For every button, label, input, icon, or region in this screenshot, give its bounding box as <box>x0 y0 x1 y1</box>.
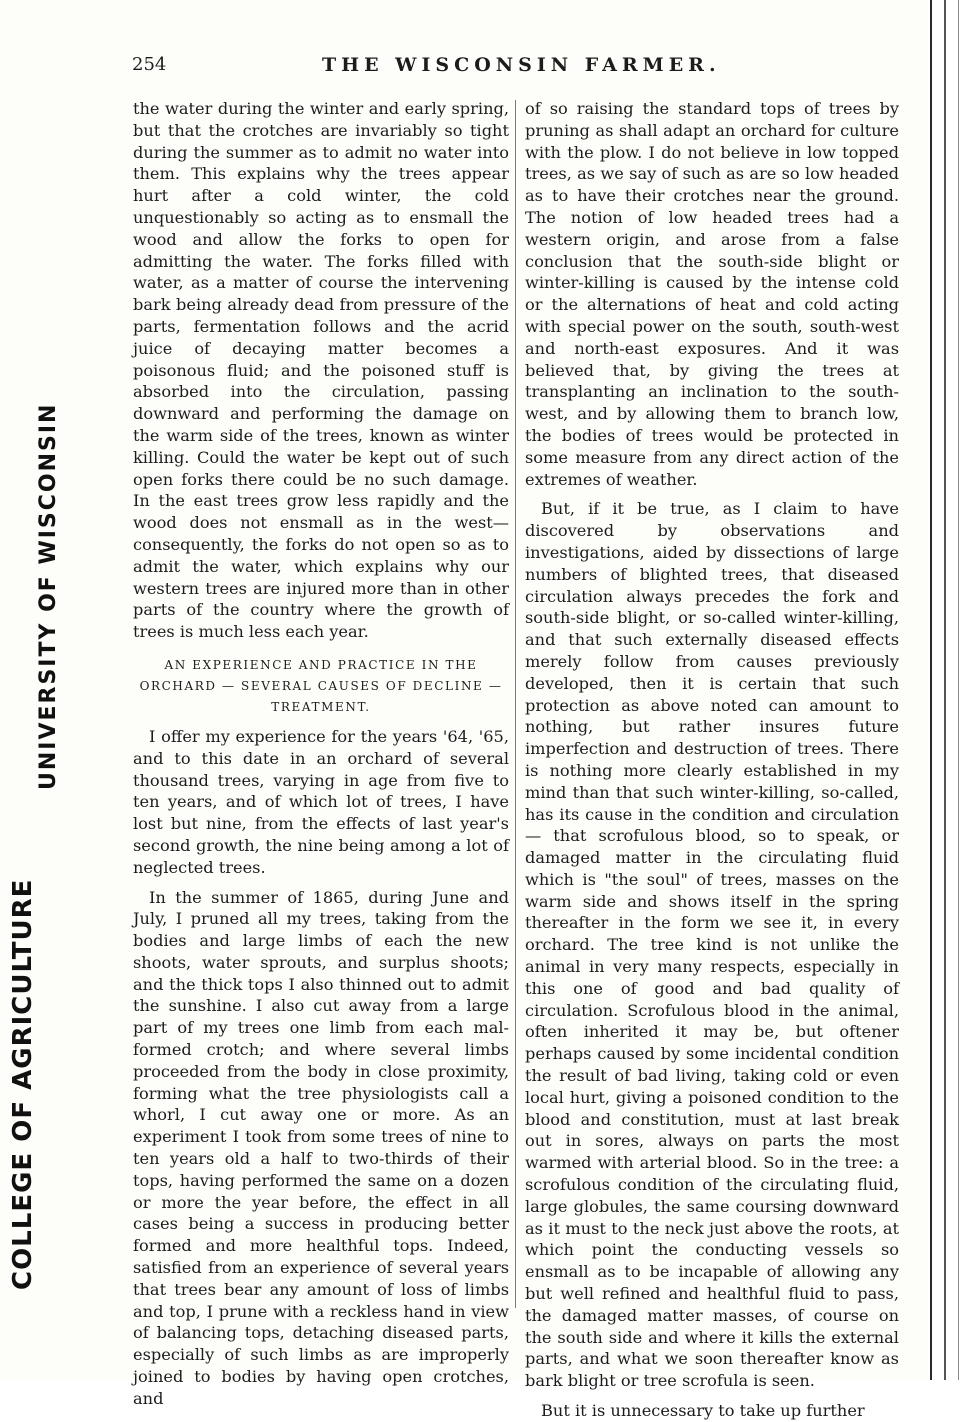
column-divider <box>515 100 516 1308</box>
article-heading: AN EXPERIENCE AND PRACTICE IN THE ORCHARD — SEVERAL CAUSES OF DECLINE — TREATMENT. <box>139 657 503 714</box>
right-paragraph-3: But it is unnecessary to take up further <box>541 1401 865 1421</box>
left-paragraph-2: I offer my experience for the years '64, '65, and to this date in an orchard of several thousand trees, varying in age from five to ten years, and of which lot of trees, I have lost but nine, from the effects of last year's second growth, the nine being among a lot of neglected trees. <box>133 726 509 877</box>
page-number: 254 <box>132 54 167 75</box>
right-column <box>525 98 899 1422</box>
stamp-line-2: UNIVERSITY OF WISCONSIN <box>36 402 61 790</box>
left-column <box>133 98 509 1410</box>
page-edge <box>944 0 946 1380</box>
page-edge <box>930 0 932 1380</box>
stamp-line-1: COLLEGE OF AGRICULTURE <box>8 878 38 1290</box>
right-paragraph-2: But, if it be true, as I claim to have discovered by observations and investigations, aided by dissections of large numbers of blighted trees, that diseased circulation always precedes the fork and south-side blight, or so-called winter-killing, and that such externally diseased effects merely follow from causes previously developed, then it is certain that such protection as above noted can amount to nothing, but rather insures future imperfection and destruction of trees. There is nothing more clearly established in my mind than that such winter-killing, so-called, has its cause in the condition and circulation — that scrofulous blood, so to speak, or damaged matter in the circulating fluid which is "the soul" of trees, masses on the warm side and shows itself in the spring thereafter in the form we see it, in every orchard. The tree kind is not unlike the animal in very many respects, especially in this one of good and bad quality of circulation. Scrofulous blood in the animal, often inherited it may be, but oftener perhaps caused by some incidental condition the result of bad living, taking cold or even local hurt, giving a poisoned condition to the blood and constitution, must at last break out in sores, always on parts the most warmed with arterial blood. So in the tree: a scrofulous condition of the circulating fluid, large globules, the same coursing downward as it must to the neck just above the roots, at which point the conducting vessels so ensmall as to be incapable of allowing any but well refined and healthful fluid to pass, the damaged matter masses, of course on the south side and where it kills the external parts, and what we soon thereafter know as bark blight or tree scrofula is seen. <box>525 499 899 1391</box>
right-paragraph-1: of so raising the standard tops of trees by pruning as shall adapt an orchard for culture with the plow. I do not believe in low topped trees, as we say of such as are so low headed as to have their crotches near the ground. The notion of low headed trees had a western origin, and arose from a false conclusion that the south-side blight or winter-killing is caused by the intense cold or the alternations of heat and cold acting with special power on the south, south-west and north-east exposures. And it was believed that, by giving the trees at transplanting an inclination to the south-west, and by allowing them to branch low, the bodies of trees would be protected in some measure from any direct action of the extremes of weather. <box>525 99 899 489</box>
left-paragraph-3: In the summer of 1865, during June and July, I pruned all my trees, taking from the bodies and large limbs of each the new shoots, water sprouts, and surplus shoots; and the thick tops I also thinned out to admit the sunshine. I also cut away from a large part of my trees one limb from each mal-formed crotch; and where several limbs proceeded from the body in close proximity, forming what the tree physiologists call a whorl, I cut away one or more. As an experiment I took from some trees of nine to ten years old a half to two-thirds of their tops, having performed the same on a dozen or more the year before, the effect in all cases being a success in producing better formed and more healthful tops. Indeed, satisfied from an experience of several years that trees bear any amount of loss of limbs and top, I prune with a reckless hand in view of balancing tops, detaching diseased parts, especially of such limbs as are improperly joined to bodies by having open crotches, and <box>133 887 509 1408</box>
left-paragraph-1: the water during the winter and early spring, but that the crotches are invariably so tight during the summer as to admit no water into them. This explains why the trees appear hurt after a cold winter, the cold unquestionably so acting as to ensmall the wood and allow the forks to open for admitting the water. The forks filled with water, as a matter of course the intervening bark being already dead from pressure of the parts, fermentation follows and the acrid juice of decaying matter becomes a poisonous fluid; and the poisoned stuff is absorbed into the circulation, passing downward and performing the damage on the warm side of the trees, known as winter killing. Could the water be kept out of such open forks there could be no such damage. In the east trees grow less rapidly and the wood does not ensmall as in the west—consequently, the forks do not open so as to admit the water, which explains why our western trees are injured more than in other parts of the country where the growth of trees is much less each year. <box>133 99 509 642</box>
page-edge <box>958 0 959 1380</box>
page-header <box>132 54 902 84</box>
library-stamp <box>6 402 66 1290</box>
running-title: THE WISCONSIN FARMER. <box>322 54 721 76</box>
